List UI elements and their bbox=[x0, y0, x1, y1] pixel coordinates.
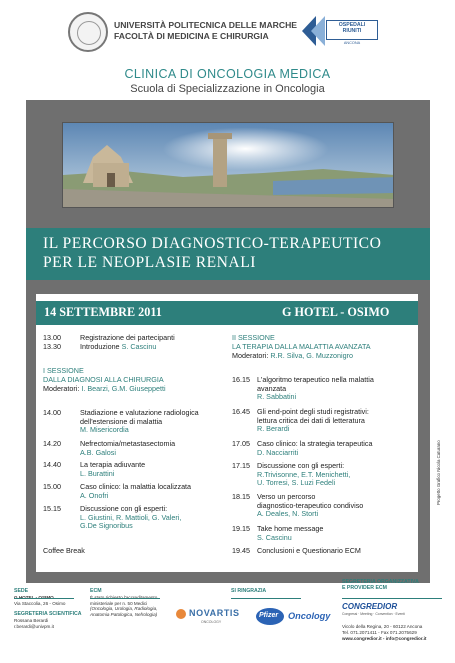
graphic-credit: Progetto Grafico Nicola Caturano bbox=[436, 440, 441, 505]
pfizer-logo: Pfizer bbox=[259, 612, 279, 619]
novartis-logo: NOVARTIS bbox=[189, 608, 240, 618]
footer-thanks bbox=[231, 589, 266, 595]
talk-title: Conclusioni e Questionario ECM bbox=[257, 546, 361, 555]
talk-title: Caso clinico: la malattia localizzata bbox=[80, 482, 192, 491]
session1-label: I SESSIONE bbox=[43, 366, 84, 375]
talk-speaker: R.Trivisonne, E.T. Menichetti, bbox=[257, 469, 351, 479]
talk-time: 16.45 bbox=[232, 407, 250, 416]
item-time: 13.00 bbox=[43, 333, 61, 342]
sede-heading: SEDE bbox=[14, 588, 29, 594]
hospital-logo-line2: RIUNITI bbox=[342, 28, 362, 34]
talk-title-2: dell'estensione di malattia bbox=[80, 416, 163, 426]
talk-title: Gli end-point degli studi registrativi: bbox=[257, 407, 369, 416]
scientific-secretariat-heading: SEGRETERIA SCIENTIFICA bbox=[14, 611, 82, 618]
event-title-line1: IL PERCORSO DIAGNOSTICO-TERAPEUTICO bbox=[43, 235, 382, 252]
university-seal-logo bbox=[68, 12, 108, 52]
talk-time: 14.20 bbox=[43, 439, 61, 448]
event-title bbox=[43, 234, 423, 272]
item-speaker: S. Cascinu bbox=[121, 342, 157, 351]
talk-speaker: S. Cascinu bbox=[257, 532, 292, 542]
footer-divider bbox=[90, 598, 160, 599]
event-venue: G HOTEL - OSIMO bbox=[282, 305, 390, 319]
footer-divider bbox=[231, 598, 301, 599]
talk-time: 17.05 bbox=[232, 439, 250, 448]
talk-speaker: R. Berardi bbox=[257, 424, 290, 434]
university-name bbox=[114, 20, 297, 42]
talk-title: La terapia adiuvante bbox=[80, 460, 146, 469]
organizer-phone: Tel. 071.2071411 - Fax 071.2075629 bbox=[342, 629, 417, 635]
organizer-heading-2: E PROVIDER ECM bbox=[342, 584, 387, 591]
talk-time: 14.00 bbox=[43, 408, 61, 417]
thanks-heading: SI RINGRAZIA bbox=[231, 588, 267, 594]
item-text: Registrazione dei partecipanti bbox=[80, 333, 175, 342]
ecm-heading: ECM bbox=[90, 588, 102, 594]
talk-speaker-2: U. Torresi, S. Luzi Fedeli bbox=[257, 478, 336, 488]
talk-title: Caso clinico: la strategia terapeutica bbox=[257, 439, 373, 448]
hospital-chevron-icon bbox=[311, 16, 325, 46]
organizer-web: www.congredior.it - info@congredior.it bbox=[342, 635, 427, 641]
ecm-line3: (Oncologia, Urologia, Radiologia, bbox=[90, 606, 158, 612]
talk-title-2: diagnostico-terapeutico condiviso bbox=[257, 500, 364, 510]
talk-speaker: A. Onofri bbox=[80, 490, 109, 500]
university-line2: FACOLTÀ DI MEDICINA E CHIRURGIA bbox=[114, 31, 269, 41]
talk-title: Stadiazione e valutazione radiologica bbox=[80, 408, 199, 417]
talk-title: Verso un percorso bbox=[257, 492, 316, 501]
novartis-icon bbox=[176, 609, 186, 619]
talk-title: Take home message bbox=[257, 524, 324, 533]
item-text: Introduzione bbox=[80, 342, 120, 351]
talk-speaker-2: G.De Signoribus bbox=[80, 521, 133, 531]
talk-time: 15.00 bbox=[43, 482, 61, 491]
talk-speaker: A. Deales, N. Storti bbox=[257, 509, 319, 519]
event-title-line2: PER LE NEOPLASIE RENALI bbox=[43, 254, 256, 271]
talk-time: 19.45 bbox=[232, 546, 250, 555]
program-right bbox=[232, 334, 416, 569]
organizer-contacts bbox=[342, 624, 452, 641]
talk-time: 16.15 bbox=[232, 375, 250, 384]
talk-title: Discussione con gli esperti: bbox=[80, 504, 168, 513]
novartis-sub: ONCOLOGY bbox=[201, 620, 222, 624]
organizer-address: Vicolo della Regina, 20 - 60122 Ancona bbox=[342, 624, 423, 629]
talk-time: 14.40 bbox=[43, 460, 61, 469]
hospital-logo-box bbox=[326, 20, 378, 40]
hospital-logo bbox=[302, 16, 384, 52]
talk-speaker: A.B. Galosi bbox=[80, 447, 116, 457]
talk-speaker: L. Giustini, R. Mattioli, G. Valeri, bbox=[80, 512, 182, 522]
talk-time: 18.15 bbox=[232, 492, 250, 501]
session2-moderators: Moderatori: R.R. Silva, G. Muzzonigro bbox=[232, 351, 354, 360]
congredior-tagline: Congressi · Meeting · Convention · Eventi bbox=[342, 612, 405, 616]
talk-title: L'algoritmo terapeutico nella malattia bbox=[257, 375, 374, 384]
panorama-photo bbox=[62, 122, 394, 208]
hospital-logo-line1: OSPEDALI bbox=[338, 22, 366, 28]
talk-time: 15.15 bbox=[43, 504, 61, 513]
talk-title-2: avanzata bbox=[257, 383, 287, 393]
ecm-line2: ministeriale per n. 50 Medici bbox=[90, 600, 148, 606]
talk-title: Nefrectomia/metastasectomia bbox=[80, 439, 176, 448]
talk-time: 19.15 bbox=[232, 524, 250, 533]
scientific-secretariat-email: r.berardi@univpm.it bbox=[14, 623, 54, 629]
university-line1: UNIVERSITÀ POLITECNICA DELLE MARCHE bbox=[114, 20, 298, 30]
talk-speaker: M. Misericordia bbox=[80, 425, 129, 435]
footer-ecm bbox=[90, 589, 170, 618]
oncology-logo-text: Oncology bbox=[288, 611, 331, 621]
talk-title: Discussione con gli esperti: bbox=[257, 461, 345, 470]
school-subtitle: Scuola di Specializzazione in Oncologia bbox=[130, 83, 325, 95]
talk-speaker: L. Burattini bbox=[80, 468, 115, 478]
session1-moderators: Moderatori: I. Bearzi, G.M. Giuseppetti bbox=[43, 384, 166, 393]
ecm-line4: Anatomia Patologica, Nefrologia) bbox=[90, 612, 158, 618]
item-time: 13.30 bbox=[43, 342, 61, 351]
session2-title: LA TERAPIA DALLA MALATTIA AVANZATA bbox=[232, 342, 371, 351]
scientific-secretariat-name: Rossana Berardi bbox=[14, 618, 49, 624]
clinic-title: CLINICA DI ONCOLOGIA MEDICA bbox=[124, 67, 331, 81]
talk-title-2: lettura critica dei dati di letteratura bbox=[257, 415, 365, 425]
event-date: 14 SETTEMBRE 2011 bbox=[44, 305, 162, 319]
session2-label: II SESSIONE bbox=[232, 333, 275, 342]
talk-speaker: D. Nacciarriti bbox=[257, 447, 299, 457]
footer-sede bbox=[14, 589, 84, 630]
sede-line2: Via Staccolia, 26 - Osimo bbox=[14, 600, 66, 606]
panorama-image bbox=[63, 123, 394, 208]
coffee-break: Coffee Break bbox=[43, 546, 85, 555]
program-left bbox=[43, 334, 233, 569]
organizer-heading: SEGRETERIA ORGANIZZATIVA bbox=[342, 579, 419, 585]
session1-title: DALLA DIAGNOSI ALLA CHIRURGIA bbox=[43, 375, 164, 384]
footer-divider bbox=[14, 598, 74, 599]
talk-speaker: R. Sabbatini bbox=[257, 392, 297, 402]
hospital-logo-sub: ANCONA bbox=[343, 41, 361, 45]
congredior-logo: CONGREDIOR bbox=[342, 602, 398, 611]
talk-time: 17.15 bbox=[232, 461, 250, 470]
footer-organizer bbox=[342, 580, 452, 592]
footer-divider bbox=[342, 598, 442, 599]
